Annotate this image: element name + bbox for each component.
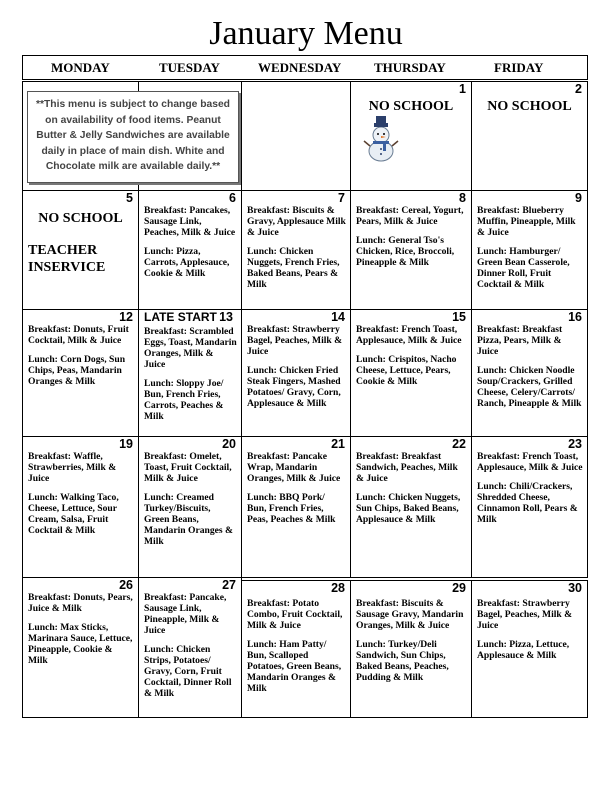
day-number: 8 xyxy=(459,191,466,205)
breakfast-menu: Breakfast: Strawberry Bagel, Peaches, Milk & Juice xyxy=(247,324,343,357)
no-school-label: NO SCHOOL xyxy=(487,99,572,114)
breakfast-menu: Breakfast: French Toast, Applesauce, Milk & Juice xyxy=(477,451,583,473)
breakfast-menu: Breakfast: Omelet, Toast, Fruit Cocktail, Milk & Juice xyxy=(144,451,232,484)
day-number: 22 xyxy=(452,437,466,451)
day-number: 20 xyxy=(222,437,236,451)
calendar-cell-day-30 xyxy=(471,580,588,718)
breakfast-menu: Breakfast: Pancake, Sausage Link, Pineapple, Milk & Juice xyxy=(144,592,227,636)
day-number: 21 xyxy=(331,437,345,451)
breakfast-menu: Breakfast: Waffle, Strawberries, Milk & Juice xyxy=(28,451,117,484)
breakfast-menu: Breakfast: Breakfast Pizza, Pears, Milk & Juice xyxy=(477,324,563,357)
calendar-cell-day-16 xyxy=(471,309,588,437)
breakfast-menu: Breakfast: Donuts, Fruit Cocktail, Milk & Juice xyxy=(28,324,129,346)
calendar-cell-day-22 xyxy=(350,436,472,578)
breakfast-menu: Breakfast: Pancake Wrap, Mandarin Oranges, Milk & Juice xyxy=(247,451,341,484)
breakfast-menu: Breakfast: Blueberry Muffin, Pineapple, Milk & Juice xyxy=(477,205,576,238)
day-header-friday: FRIDAY xyxy=(494,60,544,75)
breakfast-menu: Breakfast: Biscuits & Gravy, Applesauce Milk & Juice xyxy=(247,205,346,238)
page-title: January Menu xyxy=(209,15,403,52)
calendar-cell-day-6 xyxy=(138,190,242,310)
breakfast-menu: Breakfast: Scrambled Eggs, Toast, Mandarin Oranges, Milk & Juice xyxy=(144,326,237,370)
lunch-menu: Lunch: Chili/Crackers, Shredded Cheese, Cinnamon Roll, Pears & Milk xyxy=(477,481,578,525)
calendar-cell-day-26 xyxy=(22,577,139,718)
lunch-menu: Lunch: General Tso's Chicken, Rice, Broccoli, Pineapple & Milk xyxy=(356,235,455,268)
lunch-menu: Lunch: Pizza, Carrots, Applesauce, Cookie & Milk xyxy=(144,246,230,279)
day-number: 1 xyxy=(459,82,466,96)
calendar-cell-day-23 xyxy=(471,436,588,578)
day-number: 15 xyxy=(452,310,466,324)
calendar-cell-day-5 xyxy=(22,190,139,310)
breakfast-menu: Breakfast: Donuts, Pears, Juice & Milk xyxy=(28,592,133,614)
day-header-wednesday: WEDNESDAY xyxy=(258,60,342,75)
breakfast-menu: Breakfast: Breakfast Sandwich, Peaches, Milk & Juice xyxy=(356,451,458,484)
snowman-icon xyxy=(361,114,401,162)
calendar-cell-day-1 xyxy=(350,81,472,191)
lunch-menu: Lunch: Max Sticks, Marinara Sauce, Lettuce, Pineapple, Cookie & Milk xyxy=(28,622,133,666)
calendar-cell-day-12 xyxy=(22,309,139,437)
calendar-cell-day-28 xyxy=(241,580,351,718)
lunch-menu: Lunch: Chicken Nuggets, French Fries, Baked Beans, Pears & Milk xyxy=(247,246,340,290)
lunch-menu: Lunch: Ham Patty/ Bun, Scalloped Potatoes, Green Beans, Mandarin Oranges & Milk xyxy=(247,639,342,694)
no-school-label: NO SCHOOL xyxy=(38,211,123,226)
calendar-cell-empty xyxy=(241,81,351,191)
day-number: 23 xyxy=(568,437,582,451)
breakfast-menu: Breakfast: Strawberry Bagel, Peaches, Milk & Juice xyxy=(477,598,573,631)
lunch-menu: Lunch: BBQ Pork/ Bun, French Fries, Peas, Peaches & Milk xyxy=(247,492,336,525)
lunch-menu: Lunch: Sloppy Joe/ Bun, French Fries, Carrots, Peaches & Milk xyxy=(144,378,224,422)
no-school-label: NO SCHOOL xyxy=(368,99,454,114)
weekday-header xyxy=(22,55,588,80)
breakfast-menu: Breakfast: French Toast, Applesauce, Milk & Juice xyxy=(356,324,462,346)
breakfast-menu: Breakfast: Cereal, Yogurt, Pears, Milk & Juice xyxy=(356,205,464,227)
breakfast-menu: Breakfast: Biscuits & Sausage Gravy, Mandarin Oranges, Milk & Juice xyxy=(356,598,464,631)
calendar-cell-day-14 xyxy=(241,309,351,437)
calendar-cell-day-13 xyxy=(138,309,242,437)
calendar-cell-day-2 xyxy=(471,81,588,191)
calendar-cell-day-15 xyxy=(350,309,472,437)
lunch-menu: Lunch: Corn Dogs, Sun Chips, Peas, Mandarin Oranges & Milk xyxy=(28,354,126,387)
late-start-label: LATE START xyxy=(144,310,217,324)
day-number: 27 xyxy=(222,578,236,592)
day-number: 2 xyxy=(575,82,582,96)
breakfast-menu: Breakfast: Pancakes, Sausage Link, Peaches, Milk & Juice xyxy=(144,205,236,238)
day-header-thursday: THURSDAY xyxy=(374,60,446,75)
teacher-inservice-label: TEACHER INSERVICE xyxy=(28,243,106,275)
lunch-menu: Lunch: Crispitos, Nacho Cheese, Lettuce, Pears, Cookie & Milk xyxy=(356,354,457,387)
lunch-menu: Lunch: Chicken Noodle Soup/Crackers, Grilled Cheese, Celery/Carrots/ Ranch, Pineapple & Milk xyxy=(477,365,582,409)
day-number: 12 xyxy=(119,310,133,324)
lunch-menu: Lunch: Chicken Fried Steak Fingers, Mashed Potatoes/ Gravy, Corn, Applesauce & Milk xyxy=(247,365,341,409)
lunch-menu: Lunch: Chicken Nuggets, Sun Chips, Baked Beans, Applesauce & Milk xyxy=(356,492,461,525)
calendar-cell-day-21 xyxy=(241,436,351,578)
day-header-monday: MONDAY xyxy=(51,60,110,75)
lunch-menu: Lunch: Hamburger/ Green Bean Casserole, Dinner Roll, Fruit Cocktail & Milk xyxy=(477,246,570,290)
calendar-cell-day-29 xyxy=(350,580,472,718)
day-number: 7 xyxy=(338,191,345,205)
lunch-menu: Lunch: Turkey/Deli Sandwich, Sun Chips, Baked Beans, Peaches, Pudding & Milk xyxy=(356,639,449,683)
day-number: 29 xyxy=(452,581,466,595)
calendar-cell-day-27 xyxy=(138,577,242,718)
day-number: 5 xyxy=(126,191,133,205)
day-number: 26 xyxy=(119,578,133,592)
day-number: 19 xyxy=(119,437,133,451)
day-number: 30 xyxy=(568,581,582,595)
breakfast-menu: Breakfast: Potato Combo, Fruit Cocktail, Milk & Juice xyxy=(247,598,343,631)
calendar-cell-day-7 xyxy=(241,190,351,310)
day-number: 14 xyxy=(331,310,345,324)
day-number: 6 xyxy=(229,191,236,205)
lunch-menu: Lunch: Walking Taco, Cheese, Lettuce, Sour Cream, Salsa, Fruit Cocktail & Milk xyxy=(28,492,119,536)
day-number: 13 xyxy=(219,310,233,324)
lunch-menu: Lunch: Pizza, Lettuce, Applesauce & Milk xyxy=(477,639,570,661)
day-number: 16 xyxy=(568,310,582,324)
lunch-menu: Lunch: Creamed Turkey/Biscuits, Green Beans, Mandarin Oranges & Milk xyxy=(144,492,234,547)
calendar-cell-day-20 xyxy=(138,436,242,578)
day-number: 9 xyxy=(575,191,582,205)
calendar-cell-day-9 xyxy=(471,190,588,310)
day-header-tuesday: TUESDAY xyxy=(159,60,220,75)
calendar-cell-day-8 xyxy=(350,190,472,310)
calendar-cell-day-19 xyxy=(22,436,139,578)
day-number: 28 xyxy=(331,581,345,595)
lunch-menu: Lunch: Chicken Strips, Potatoes/ Gravy, Corn, Fruit Cocktail, Dinner Roll & Milk xyxy=(144,644,232,699)
menu-notice: **This menu is subject to change based on availability of food items. Peanut Butter & Jelly Sandwiches are available daily in place of main dish. White and Chocolate milk are available daily.** xyxy=(27,91,239,183)
